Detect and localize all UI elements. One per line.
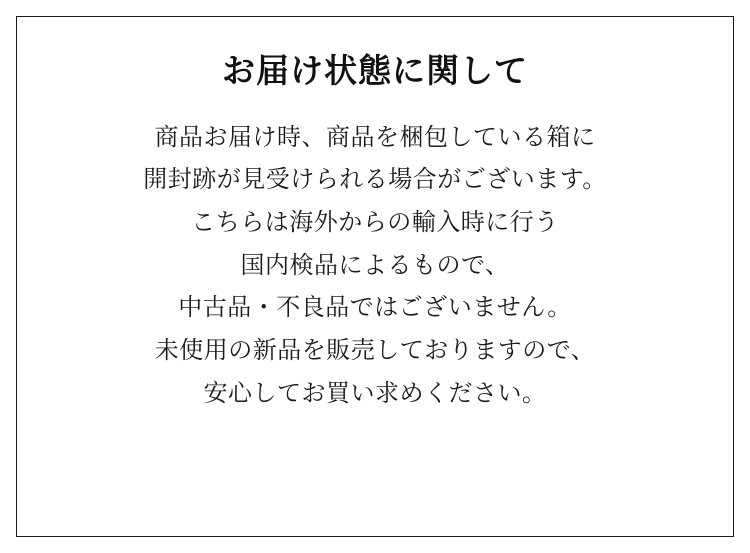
notice-line: 国内検品によるもので、 — [240, 251, 510, 279]
notice-body — [17, 117, 733, 416]
notice-line: 開封跡が見受けられる場合がございます。 — [143, 166, 607, 194]
notice-line: こちらは海外からの輸入時に行う — [191, 209, 559, 237]
notice-title: お届け状態に関して — [222, 52, 528, 89]
notice-frame — [16, 16, 734, 537]
notice-line: 中古品・不良品ではございません。 — [178, 294, 572, 322]
notice-content — [17, 17, 733, 536]
notice-line: 安心してお買い求めください。 — [203, 379, 547, 407]
notice-line: 未使用の新品を販売しておりますので、 — [154, 337, 596, 365]
notice-line: 商品お届け時、商品を梱包している箱に — [154, 123, 596, 151]
